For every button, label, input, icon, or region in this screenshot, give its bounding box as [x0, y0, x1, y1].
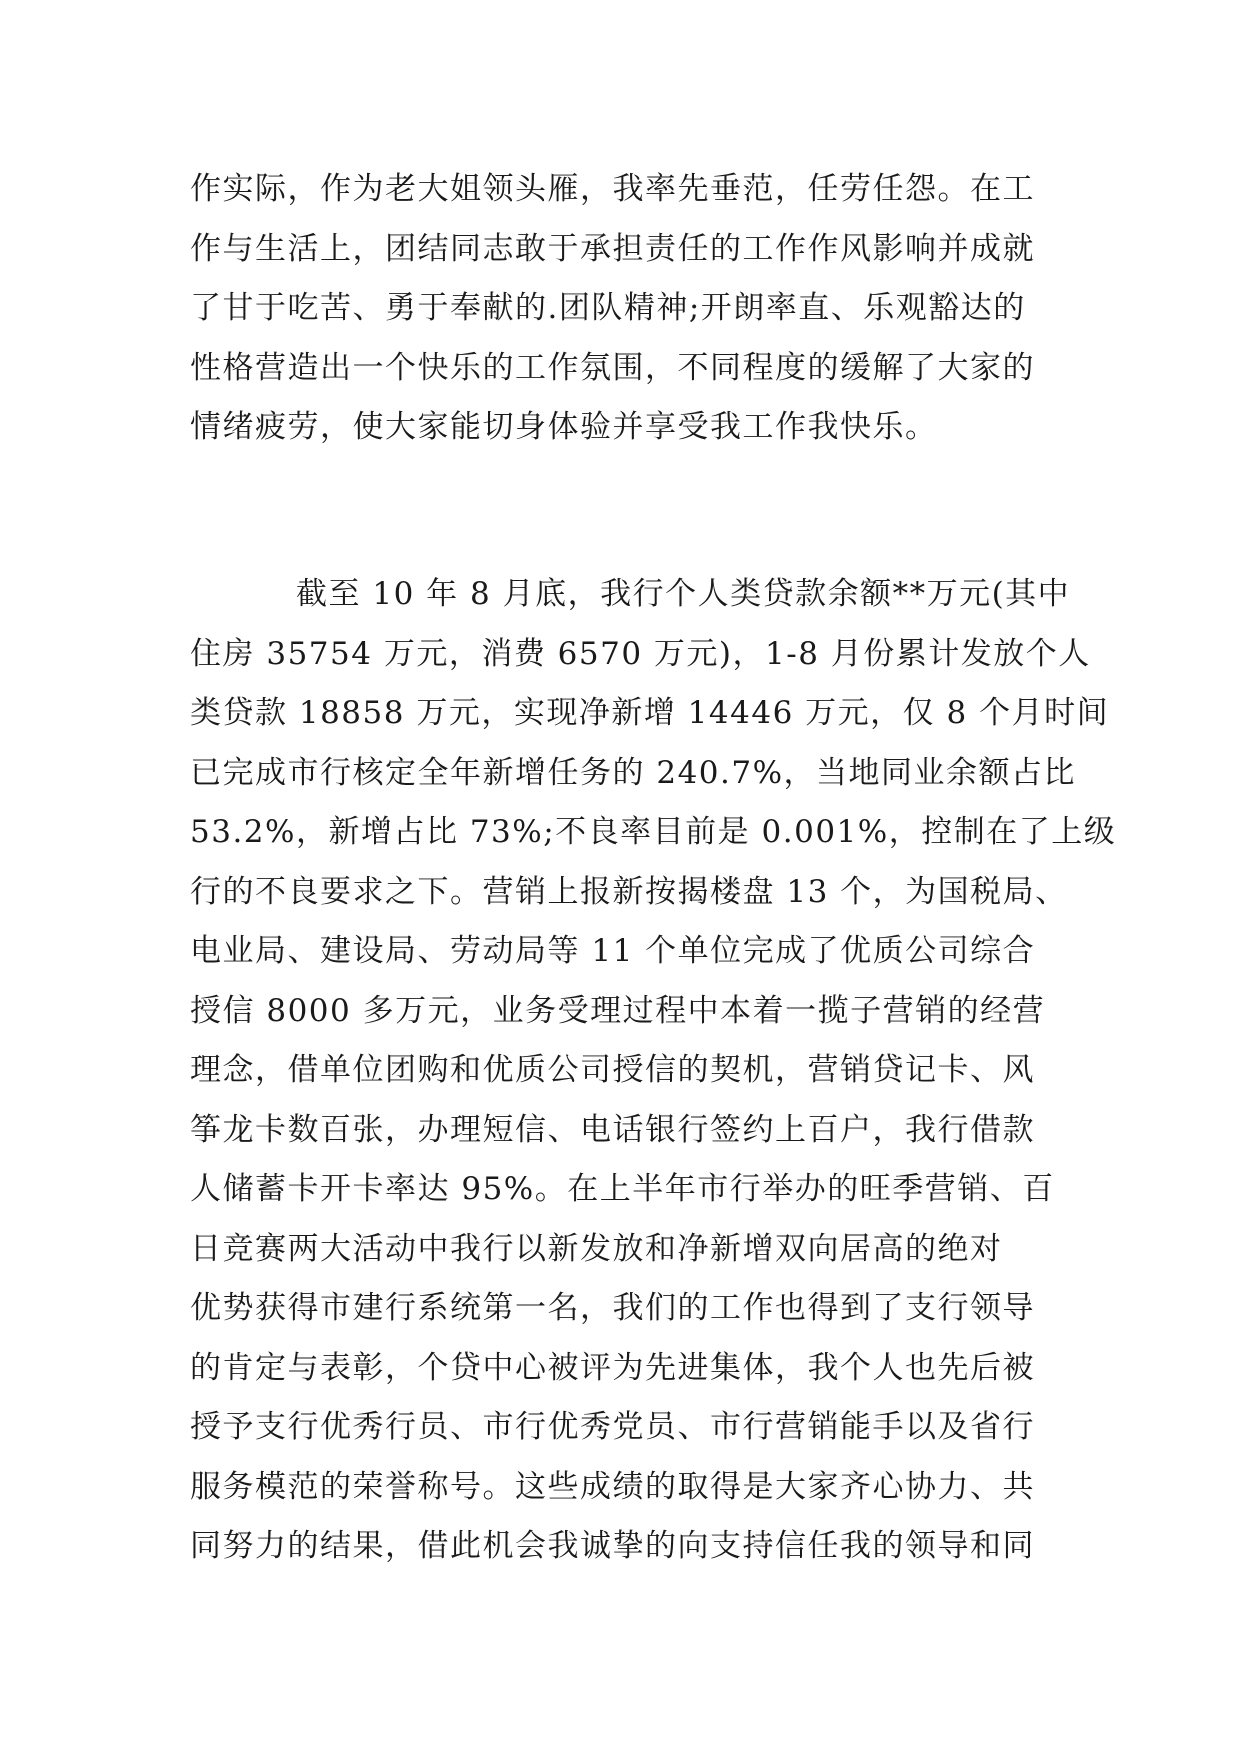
paragraph-line: 情绪疲劳，使大家能切身体验并享受我工作我快乐。	[190, 409, 938, 445]
paragraph-line: 授信 8000 多万元，业务受理过程中本着一揽子营销的经营	[190, 992, 1046, 1029]
paragraph-line: 筝龙卡数百张，办理短信、电话银行签约上百户，我行借款	[190, 1111, 1035, 1148]
paragraph-line: 人储蓄卡开卡率达 95%。在上半年市行举办的旺季营销、百	[190, 1171, 1055, 1207]
paragraph-line: 截至 10 年 8 月底，我行个人类贷款余额**万元(其中	[296, 576, 1071, 612]
paragraph-line: 理念，借单位团购和优质公司授信的契机，营销贷记卡、风	[190, 1052, 1035, 1088]
paragraph-2	[190, 565, 1117, 1577]
paragraph-1	[190, 160, 1070, 458]
paragraph-line: 类贷款 18858 万元，实现净新增 14446 万元，仅 8 个月时间	[190, 695, 1110, 731]
paragraph-line: 的肯定与表彰，个贷中心被评为先进集体，我个人也先后被	[190, 1349, 1035, 1386]
paragraph-line: 同努力的结果，借此机会我诚挚的向支持信任我的领导和同	[190, 1528, 1035, 1564]
paragraph-line: 日竞赛两大活动中我行以新发放和净新增双向居高的绝对	[190, 1230, 1003, 1267]
paragraph-line: 行的不良要求之下。营销上报新按揭楼盘 13 个，为国税局、	[190, 873, 1068, 910]
paragraph-line: 已完成市行核定全年新增任务的 240.7%，当地同业余额占比	[190, 754, 1077, 791]
paragraph-line: 53.2%，新增占比 73%;不良率目前是 0.001%，控制在了上级	[190, 814, 1117, 850]
paragraph-line: 了甘于吃苦、勇于奉献的.团队精神;开朗率直、乐观豁达的	[190, 290, 1026, 326]
paragraph-line: 优势获得市建行系统第一名，我们的工作也得到了支行领导	[190, 1290, 1035, 1326]
paragraph-line: 授予支行优秀行员、市行优秀党员、市行营销能手以及省行	[190, 1409, 1035, 1445]
paragraph-line: 作与生活上，团结同志敢于承担责任的工作作风影响并成就	[190, 230, 1035, 267]
paragraph-line: 服务模范的荣誉称号。这些成绩的取得是大家齐心协力、共	[190, 1468, 1035, 1505]
paragraph-line: 电业局、建设局、劳动局等 11 个单位完成了优质公司综合	[190, 933, 1036, 969]
paragraph-line: 性格营造出一个快乐的工作氛围，不同程度的缓解了大家的	[190, 349, 1035, 386]
paragraph-line: 作实际，作为老大姐领头雁，我率先垂范，任劳任怨。在工	[190, 171, 1035, 207]
paragraph-line: 住房 35754 万元，消费 6570 万元)，1-8 月份累计发放个人	[190, 635, 1091, 672]
